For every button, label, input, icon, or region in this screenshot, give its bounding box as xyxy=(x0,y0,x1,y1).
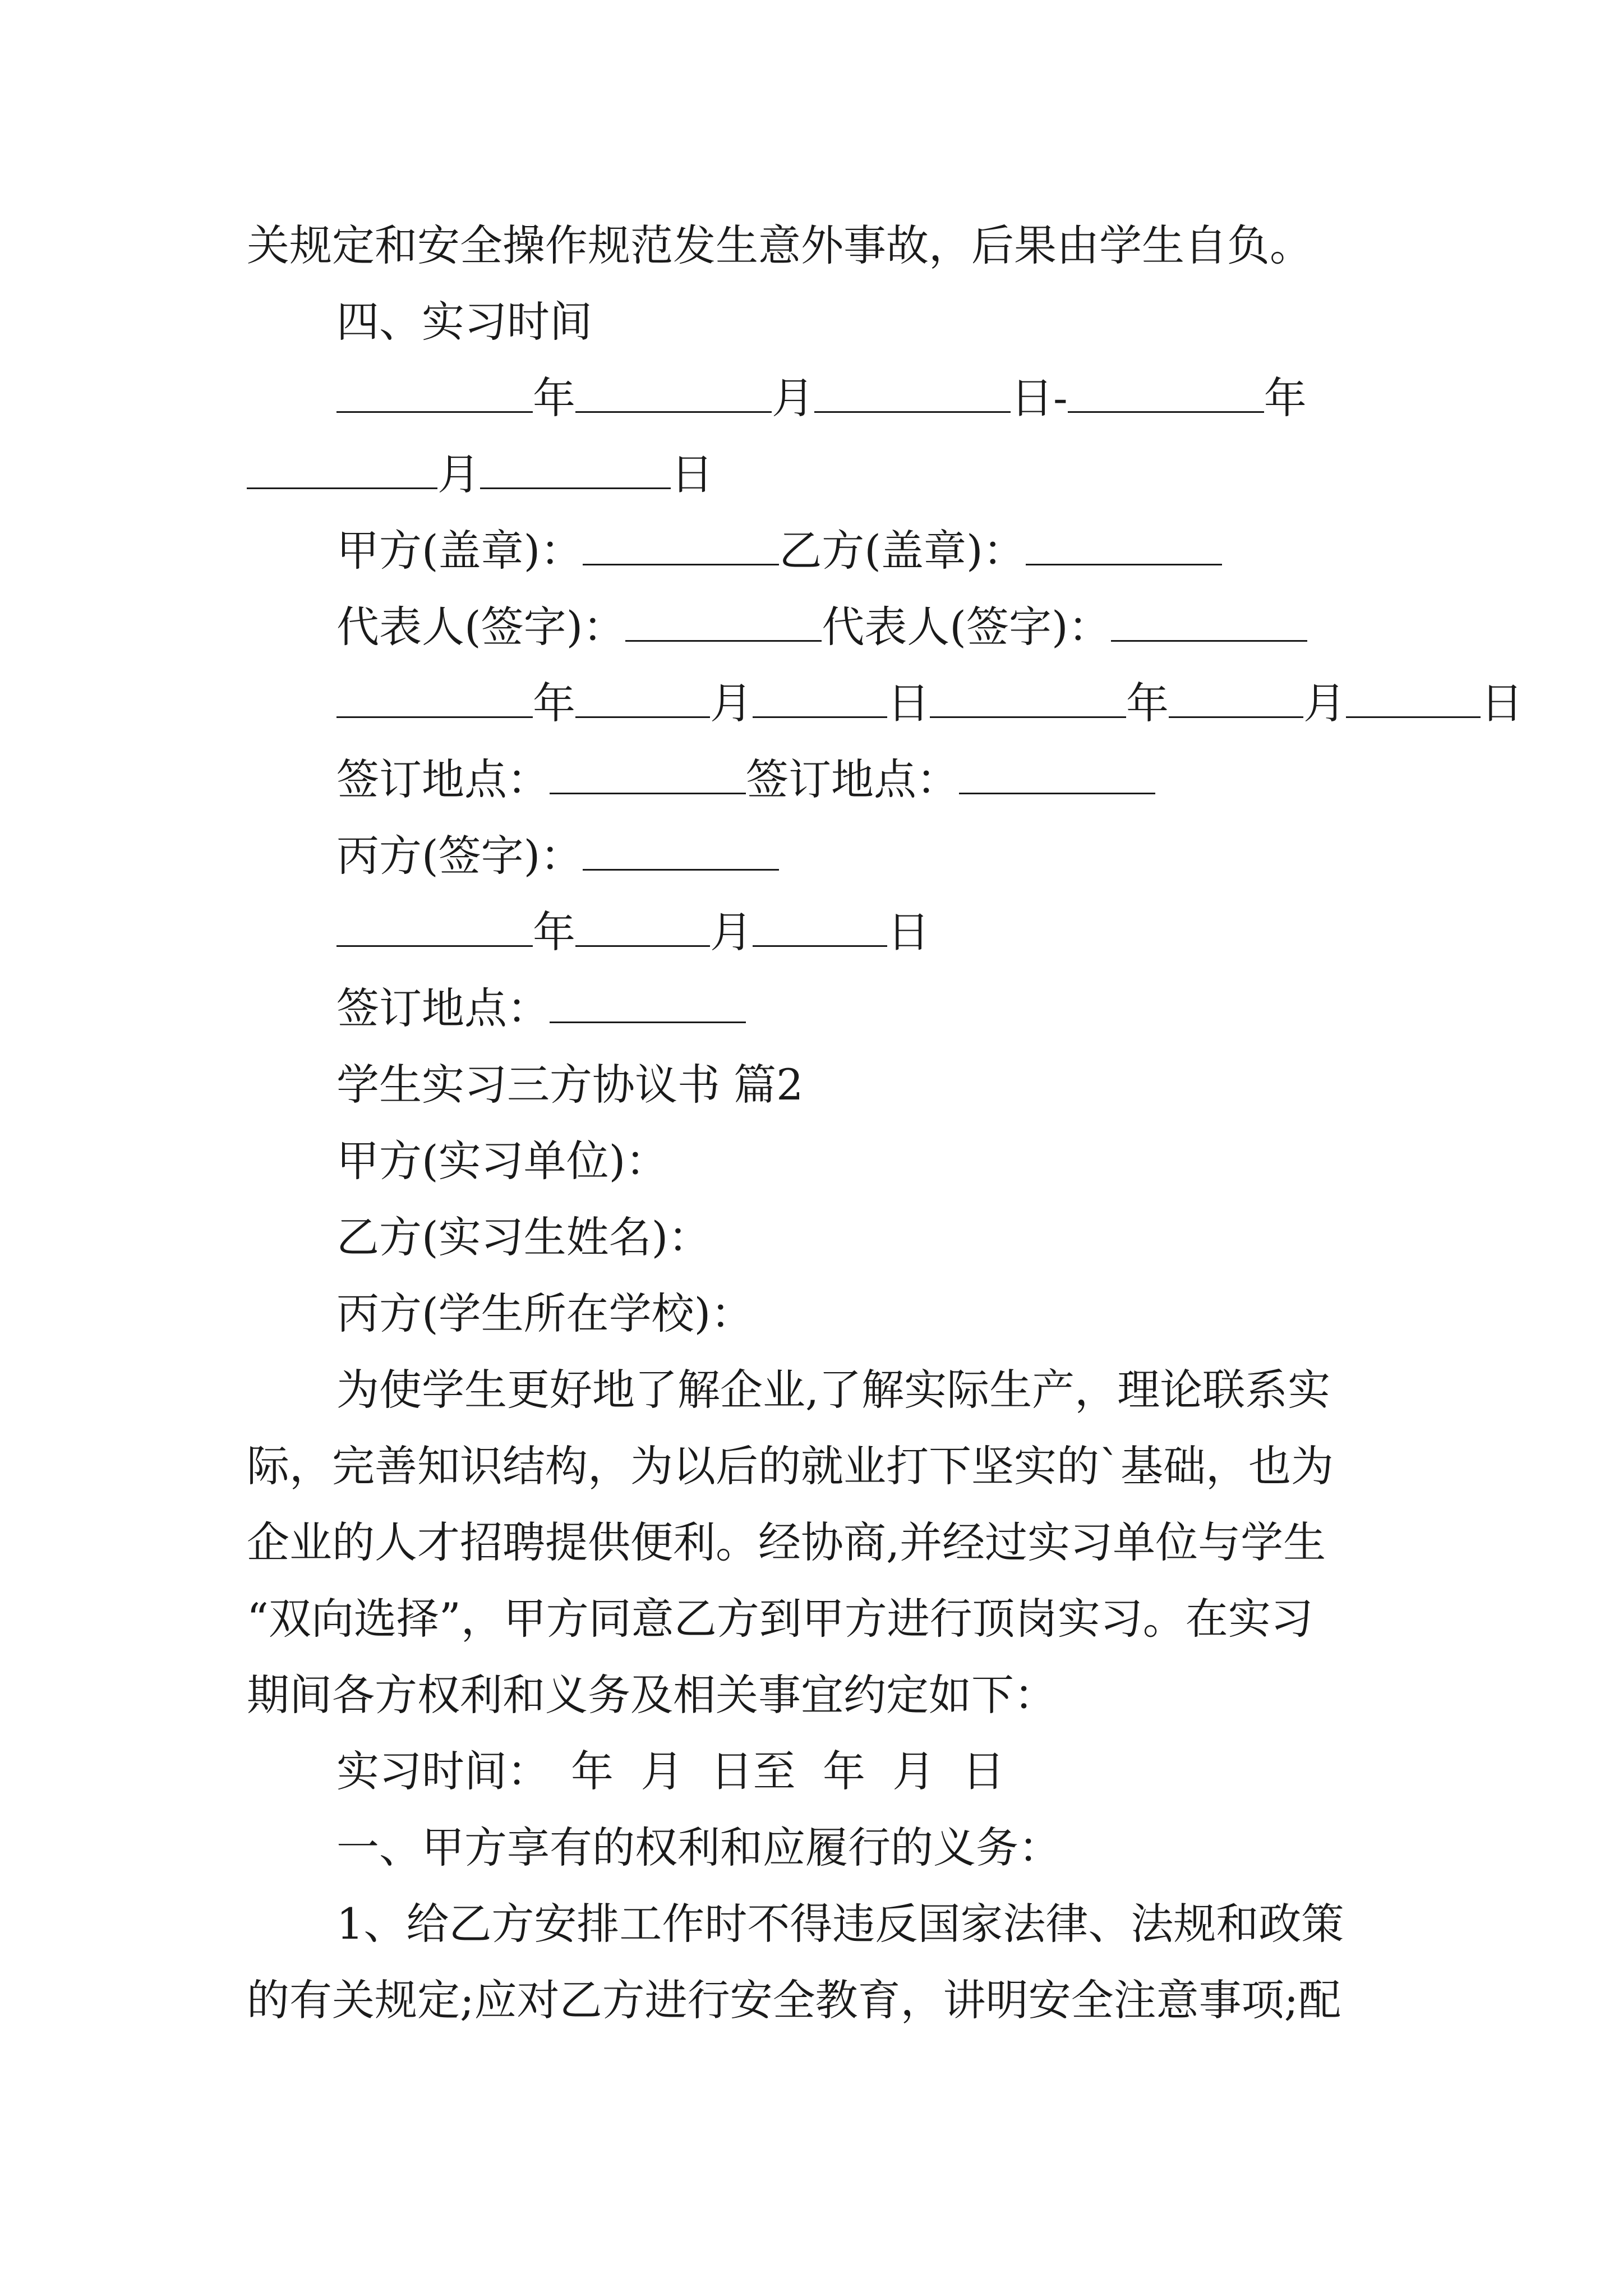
blank-field xyxy=(1346,677,1481,718)
paragraph-line: 际，完善知识结构，为以后的就业打下坚实的`基础，也为 xyxy=(247,1441,1334,1491)
internship-time-line: 实习时间： 年 月 日至 年 月 日 xyxy=(336,1746,1005,1796)
blank-field xyxy=(1026,524,1222,565)
party-b-name: 乙方(实习生姓名)： xyxy=(336,1212,711,1262)
paragraph-line: 企业的人才招聘提供便利。经协商,并经过实习单位与学生 xyxy=(247,1517,1326,1567)
party-c-place-line: 签订地点： xyxy=(336,981,1391,1037)
paragraph-line: 的有关规定;应对乙方进行安全教育，讲明安全注意事项;配 xyxy=(247,1975,1341,2025)
representative-line: 代表人(签字)： 代表人(签字)： xyxy=(336,599,1391,655)
blank-field xyxy=(247,448,437,489)
blank-field xyxy=(583,830,779,871)
blank-field xyxy=(575,677,710,718)
blank-field xyxy=(753,906,887,947)
blank-field xyxy=(336,906,533,947)
internship-date-line-2: 月 日 xyxy=(247,447,1391,503)
blank-field xyxy=(753,677,887,718)
signing-place-line: 签订地点： 签订地点： xyxy=(336,752,1391,808)
blank-field xyxy=(583,524,779,565)
paragraph-line: 为使学生更好地了解企业,了解实际生产，理论联系实 xyxy=(336,1365,1331,1415)
paragraph-line: 期间各方权利和义务及相关事宜约定如下： xyxy=(247,1670,1057,1720)
blank-field xyxy=(625,601,822,642)
blank-field xyxy=(480,448,671,489)
party-c-sign-line: 丙方(签字)： xyxy=(336,828,1391,884)
blank-field xyxy=(1169,677,1303,718)
blank-field xyxy=(550,982,746,1023)
agreement-title: 学生实习三方协议书 篇2 xyxy=(336,1060,804,1110)
blank-field xyxy=(959,753,1155,794)
blank-field xyxy=(575,906,710,947)
blank-field xyxy=(814,372,1011,413)
blank-field xyxy=(336,372,533,413)
blank-field xyxy=(1111,601,1307,642)
party-c-date-line: 年 月 日 xyxy=(336,904,1391,960)
blank-field xyxy=(550,753,746,794)
blank-field xyxy=(930,677,1126,718)
section-heading: 四、实习时间 xyxy=(336,297,592,347)
seal-line: 甲方(盖章)： 乙方(盖章)： xyxy=(336,523,1391,579)
paragraph-line: “双向选择”，甲方同意乙方到甲方进行顶岗实习。在实习 xyxy=(247,1594,1313,1644)
internship-date-line-1: 年 月 日- 年 xyxy=(336,370,1391,426)
party-a-unit: 甲方(实习单位)： xyxy=(336,1136,668,1186)
text-line: 关规定和安全操作规范发生意外事故，后果由学生自负。 xyxy=(247,220,1312,270)
paragraph-line: 1、给乙方安排工作时不得违反国家法律、法规和政策 xyxy=(336,1899,1344,1949)
section-heading: 一、甲方享有的权利和应履行的义务： xyxy=(336,1823,1061,1872)
blank-field xyxy=(336,677,533,718)
blank-field xyxy=(1068,372,1264,413)
blank-field xyxy=(575,372,772,413)
party-c-school: 丙方(学生所在学校)： xyxy=(336,1289,754,1338)
signing-date-line: 年 月 日 年 月 日 xyxy=(336,675,1391,731)
